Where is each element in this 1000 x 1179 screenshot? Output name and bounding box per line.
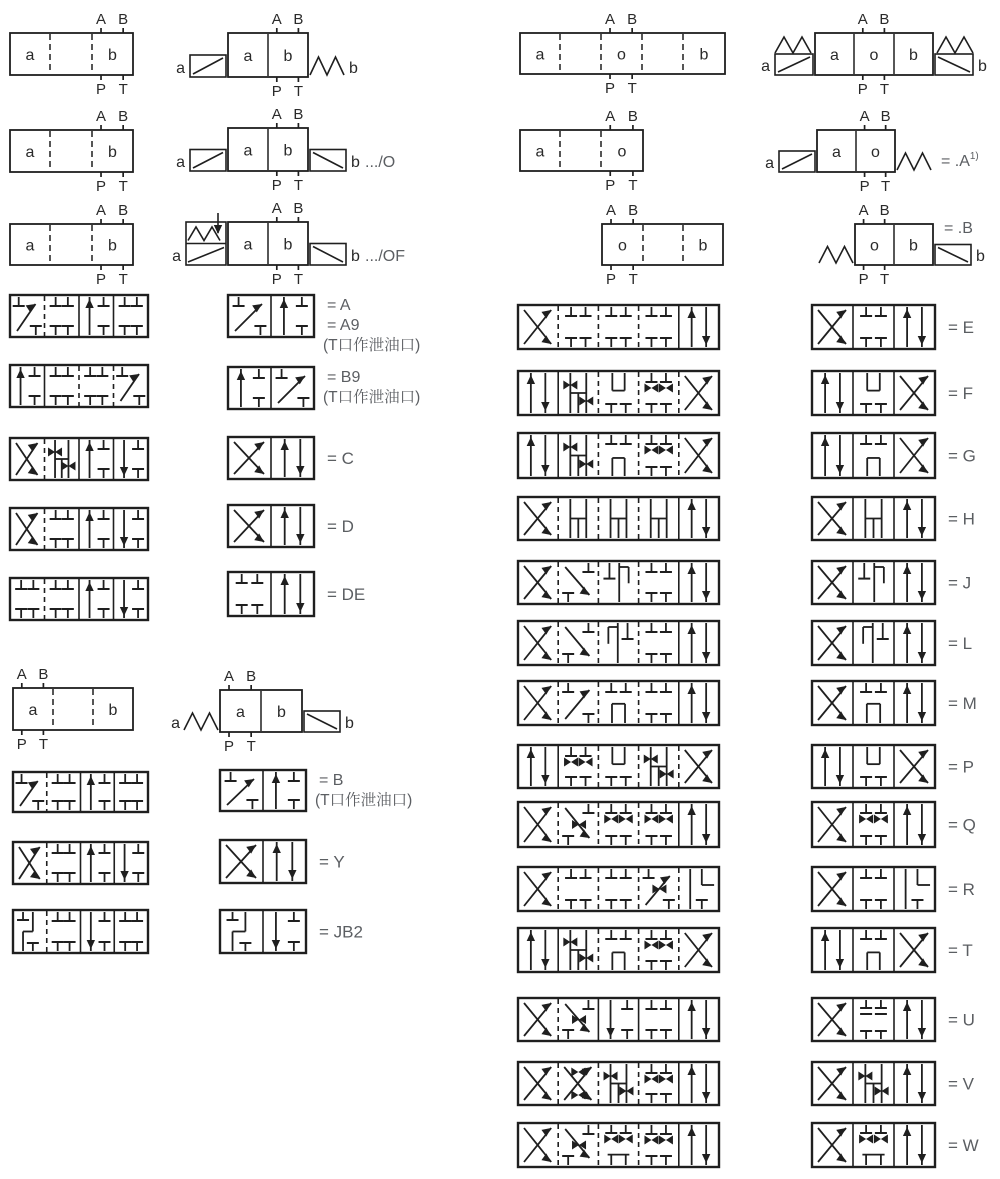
spool-code-label: = C [327,449,354,468]
port-letter: T [879,81,889,98]
port-letter: B [293,11,304,28]
port-letter: B [38,666,49,683]
spool-code-label: = W [948,1136,979,1155]
position-letter: b [909,47,918,64]
port-letter: A [605,108,616,125]
spool-v [812,1062,975,1105]
position-letter: o [617,46,626,64]
spool-g-trans [518,433,719,478]
spool-e-trans [518,305,719,349]
spool-q [812,802,976,847]
spool-d [228,505,354,547]
port-letter: T [246,738,256,755]
spool-e [812,305,974,349]
port-letter: A [96,202,107,219]
port-letter: B [118,202,129,219]
position-letter: b [698,237,708,255]
spool-d-trans [10,508,148,550]
port-letter: P [857,81,868,98]
position-letter: a [243,142,253,160]
envelope-col2-row1 [176,11,358,100]
port-letter: B [879,11,890,28]
port-letter: P [859,178,870,195]
spool-p-trans [518,745,719,788]
port-letter: A [96,108,107,125]
port-letter: A [605,11,616,28]
spool-code-label: = Q [948,815,976,835]
actuator-label: a [171,715,180,732]
port-letter: P [96,271,107,288]
position-letter: a [243,48,253,65]
position-letter: b [283,48,293,65]
spool-t-trans [518,928,719,972]
spool-code-label: = T [948,941,973,960]
actuator-label: b [351,154,360,171]
spool-code-label: = Y [319,852,345,872]
position-letter: a [25,144,35,161]
spool-code-label: = J [948,573,972,593]
envelope-col1-row2 [10,108,133,195]
port-letter: B [627,11,638,28]
spool-code-label: = R [948,880,975,899]
position-letter: o [617,143,627,161]
spool-code-label: = H [948,509,975,529]
port-letter: P [16,736,27,753]
port-letter: T [628,271,638,288]
variant-note: .../OF [365,248,405,265]
port-letter: P [858,271,869,288]
spool-m [812,681,977,725]
spool-j [812,561,971,604]
port-letter: P [605,177,616,194]
variant-note: .../O [365,154,396,171]
port-letter: T [293,177,303,194]
port-letter: P [271,83,282,100]
position-letter: a [25,47,35,64]
spool-jb2-trans [13,910,148,953]
port-letter: T [38,736,48,753]
spool-a-trans [10,295,148,337]
position-letter: o [869,47,879,64]
position-letter: a [236,704,245,721]
envelope-col1-lower [13,666,133,753]
actuator-label: b [349,60,358,77]
spool-w-trans [518,1123,719,1167]
spool-f [812,371,973,415]
spool-j-trans [518,561,719,604]
spool-t [812,928,973,972]
spool-b9-trans [10,365,148,407]
port-letter: B [293,200,304,217]
spool-code-label: = JB2 [319,922,363,942]
envelope-col4-row3 [819,202,985,288]
port-letter: T [118,178,128,195]
port-letter: T [293,271,303,288]
actuator-label: a [761,58,770,75]
actuator-label: a [176,154,185,171]
port-letter: P [606,271,617,288]
position-letter: o [618,237,627,255]
port-letter: T [118,271,128,288]
spool-c [228,437,354,479]
port-letter: B [628,202,639,219]
envelope-col1-row1 [10,11,133,98]
spool-v-trans [518,1062,719,1105]
spool-b [220,770,412,811]
spool-code-label: = B9 [327,369,361,386]
port-letter: B [627,108,638,125]
spool-de [228,572,365,616]
spool-code-label: = P [948,757,974,777]
actuator-label: a [765,155,774,172]
port-letter: A [857,11,868,28]
envelope-col1-row3 [10,202,133,288]
spool-code-label: = L [948,634,973,653]
port-letter: T [118,81,128,98]
spool-a [228,295,420,354]
envelope-col3-row2 [520,108,643,194]
spool-u-trans [518,998,719,1041]
position-letter: o [870,237,879,255]
spool-f-trans [518,371,719,415]
port-letter: A [271,11,282,28]
position-letter: o [871,144,880,161]
envelope-col4-row1 [761,11,987,98]
position-letter: b [108,47,117,64]
position-letter: a [28,702,38,719]
spool-w [812,1123,979,1167]
spool-code-label: = M [948,694,977,713]
envelope-col2-row3 [172,200,405,288]
spool-code-label: (T口作泄油口) [323,337,421,354]
position-letter: b [283,236,293,254]
position-letter: a [830,47,839,64]
spool-de-trans [10,578,148,620]
spool-code-label: = G [948,446,976,466]
spool-code-label: = V [948,1074,974,1094]
port-letter: T [881,178,891,195]
spool-code-label: = E [948,318,974,337]
actuator-label: b [345,715,354,732]
position-letter: a [25,237,35,255]
spool-l-trans [518,621,719,665]
spool-p [812,745,974,788]
spool-y [220,840,345,883]
port-letter: T [628,177,638,194]
spool-code-label: = F [948,384,974,403]
port-letter: B [118,11,129,28]
port-letter: B [118,108,129,125]
port-letter: B [293,106,304,123]
actuator-label: b [976,248,985,265]
position-letter: a [535,46,545,64]
spool-b9 [228,367,420,409]
spool-c-trans [10,438,148,480]
spool-jb2 [220,910,363,953]
position-letter: b [909,237,918,255]
actuator-label: b [978,58,987,75]
spool-code-label: = D [327,517,354,536]
spool-code-label: (T口作泄油口) [315,792,413,809]
position-letter: b [283,142,293,160]
position-letter: b [699,46,709,64]
envelope-col2-row2 [176,106,395,194]
position-letter: b [108,144,117,161]
spool-r [812,867,975,911]
spool-h [812,497,975,540]
position-letter: b [108,702,118,719]
spool-code-label: = B [319,772,344,789]
position-letter: a [832,144,841,161]
spool-l [812,621,972,665]
port-letter: A [271,200,282,217]
port-letter: B [879,202,890,219]
port-letter: T [880,271,890,288]
port-letter: A [96,11,107,28]
position-letter: a [535,143,545,161]
spool-u [812,998,975,1041]
spool-q-trans [518,802,719,847]
port-letter: A [16,666,27,683]
actuator-label: a [176,60,185,77]
actuator-label: a [172,248,181,265]
envelope-col2-lower [171,668,354,755]
envelope-col3-row3 [602,202,723,288]
position-letter: b [108,237,117,255]
spool-h-trans [518,497,719,540]
port-letter: P [271,271,282,288]
port-letter: A [606,202,617,219]
spool-code-label: (T口作泄油口) [323,389,421,406]
port-letter: P [96,81,107,98]
port-letter: A [271,106,282,123]
port-letter: B [246,668,257,685]
spool-code-label: = U [948,1010,975,1030]
envelope-col4-row2 [765,108,979,195]
port-letter: A [224,668,235,685]
position-letter: a [243,236,253,254]
spool-m-trans [518,681,719,725]
envelope-col3-row1 [520,11,725,97]
port-letter: A [858,202,869,219]
spool-code-label: = DE [327,585,366,604]
spool-y-trans [13,842,148,884]
port-letter: T [627,80,637,97]
port-letter: P [96,178,107,195]
variant-note: = $.A^{1)}$ [941,151,979,170]
spool-r-trans [518,867,719,911]
port-letter: P [605,80,616,97]
position-letter: b [277,704,286,721]
port-letter: T [293,83,303,100]
variant-note: = .B [944,220,973,237]
port-letter: P [224,738,235,755]
port-letter: A [859,108,870,125]
actuator-label: b [351,248,360,265]
port-letter: B [880,108,891,125]
spool-g [812,433,976,478]
spool-b-trans [13,772,148,812]
spool-code-label: = A [327,297,351,314]
port-letter: P [271,177,282,194]
spool-code-label: = A9 [327,317,360,334]
